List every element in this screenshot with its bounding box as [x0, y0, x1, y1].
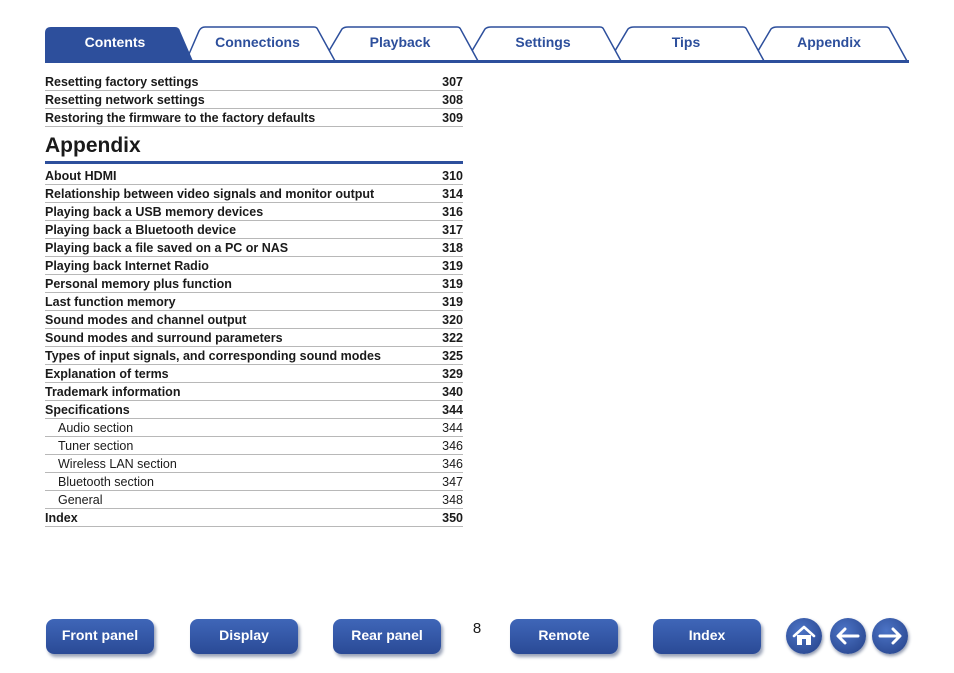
toc-page: 316 [442, 205, 463, 219]
toc-row[interactable] [45, 275, 463, 293]
toc-title: Tuner section [58, 439, 134, 453]
forward-arrow-icon [872, 618, 908, 654]
tab-tips[interactable]: Tips [671, 34, 701, 50]
toc-row[interactable] [45, 401, 463, 419]
toc-title: Playing back a file saved on a PC or NAS [45, 241, 289, 255]
toc-row[interactable] [45, 167, 463, 185]
toc-title: About HDMI [45, 169, 117, 183]
rear-panel-button[interactable]: Rear panel [333, 619, 441, 654]
toc-row[interactable] [45, 239, 463, 257]
toc-row[interactable] [45, 293, 463, 311]
toc-page: 350 [442, 511, 463, 525]
toc-title: Relationship between video signals and monitor output [45, 187, 375, 201]
toc-title: Sound modes and channel output [45, 313, 247, 327]
toc-title: Wireless LAN section [58, 457, 177, 471]
toc-row[interactable] [45, 509, 463, 527]
tab-settings[interactable]: Settings [515, 34, 571, 50]
toc-row[interactable] [45, 473, 463, 491]
tab-playback[interactable]: Playback [369, 34, 431, 50]
back-arrow-icon [830, 618, 866, 654]
home-icon [786, 618, 822, 654]
toc-page: 309 [442, 111, 463, 125]
toc-title: Specifications [45, 403, 130, 417]
toc-row[interactable] [45, 203, 463, 221]
toc-row[interactable] [45, 73, 463, 91]
page-number: 8 [472, 620, 482, 637]
toc-title: Sound modes and surround parameters [45, 331, 283, 345]
toc-page: 340 [442, 385, 463, 399]
toc-row[interactable] [45, 437, 463, 455]
toc-title: General [58, 493, 103, 507]
toc-row[interactable] [45, 91, 463, 109]
toc-page: 318 [442, 241, 463, 255]
back-button[interactable] [830, 618, 866, 654]
toc-page: 307 [442, 75, 463, 89]
toc-row[interactable] [45, 311, 463, 329]
front-panel-button[interactable]: Front panel [46, 619, 154, 654]
toc-title: Index [45, 511, 78, 525]
toc-title: Playing back a USB memory devices [45, 205, 264, 219]
toc-title: Types of input signals, and corresponding sound modes [45, 349, 381, 363]
toc-page: 322 [442, 331, 463, 345]
forward-button[interactable] [872, 618, 908, 654]
toc-title: Resetting factory settings [45, 75, 199, 89]
toc-page: 348 [442, 493, 463, 507]
toc-title: Audio section [58, 421, 134, 435]
toc-title: Personal memory plus function [45, 277, 232, 291]
tab-bar [0, 0, 954, 64]
toc-row[interactable] [45, 383, 463, 401]
toc-title: Explanation of terms [45, 367, 169, 381]
toc-appendix-list [45, 167, 463, 527]
toc-row[interactable] [45, 347, 463, 365]
tab-baseline [45, 60, 909, 63]
toc-page: 319 [442, 259, 463, 273]
toc-page: 314 [442, 187, 463, 201]
toc-row[interactable] [45, 491, 463, 509]
tab-appendix[interactable]: Appendix [797, 34, 861, 50]
toc-page: 347 [442, 475, 463, 489]
toc-page: 319 [442, 295, 463, 309]
toc-page: 346 [442, 439, 463, 453]
index-button[interactable]: Index [653, 619, 761, 654]
toc-row[interactable] [45, 455, 463, 473]
toc-row[interactable] [45, 221, 463, 239]
home-button[interactable] [786, 618, 822, 654]
toc-page: 346 [442, 457, 463, 471]
toc-page: 319 [442, 277, 463, 291]
toc-page: 344 [442, 403, 463, 417]
toc-title: Last function memory [45, 295, 176, 309]
toc-row[interactable] [45, 185, 463, 203]
display-button[interactable]: Display [190, 619, 298, 654]
toc-page: 325 [442, 349, 463, 363]
toc-row[interactable] [45, 419, 463, 437]
toc-title: Playing back Internet Radio [45, 259, 209, 273]
toc-page: 308 [442, 93, 463, 107]
toc-title: Playing back a Bluetooth device [45, 223, 237, 237]
toc-row[interactable] [45, 365, 463, 383]
toc-top-list [45, 73, 463, 127]
toc-page: 344 [442, 421, 463, 435]
toc-title: Trademark information [45, 385, 181, 399]
toc-row[interactable] [45, 329, 463, 347]
toc-title: Bluetooth section [58, 475, 154, 489]
tab-connections[interactable]: Connections [215, 34, 300, 50]
toc-title: Restoring the firmware to the factory defaults [45, 111, 316, 125]
toc-row[interactable] [45, 109, 463, 127]
toc-page: 329 [442, 367, 463, 381]
toc-page: 317 [442, 223, 463, 237]
tab-contents[interactable]: Contents [84, 34, 146, 50]
toc-row[interactable] [45, 257, 463, 275]
section-heading: Appendix [45, 134, 463, 164]
toc-page: 310 [442, 169, 463, 183]
toc-page: 320 [442, 313, 463, 327]
toc-title: Resetting network settings [45, 93, 205, 107]
remote-button[interactable]: Remote [510, 619, 618, 654]
